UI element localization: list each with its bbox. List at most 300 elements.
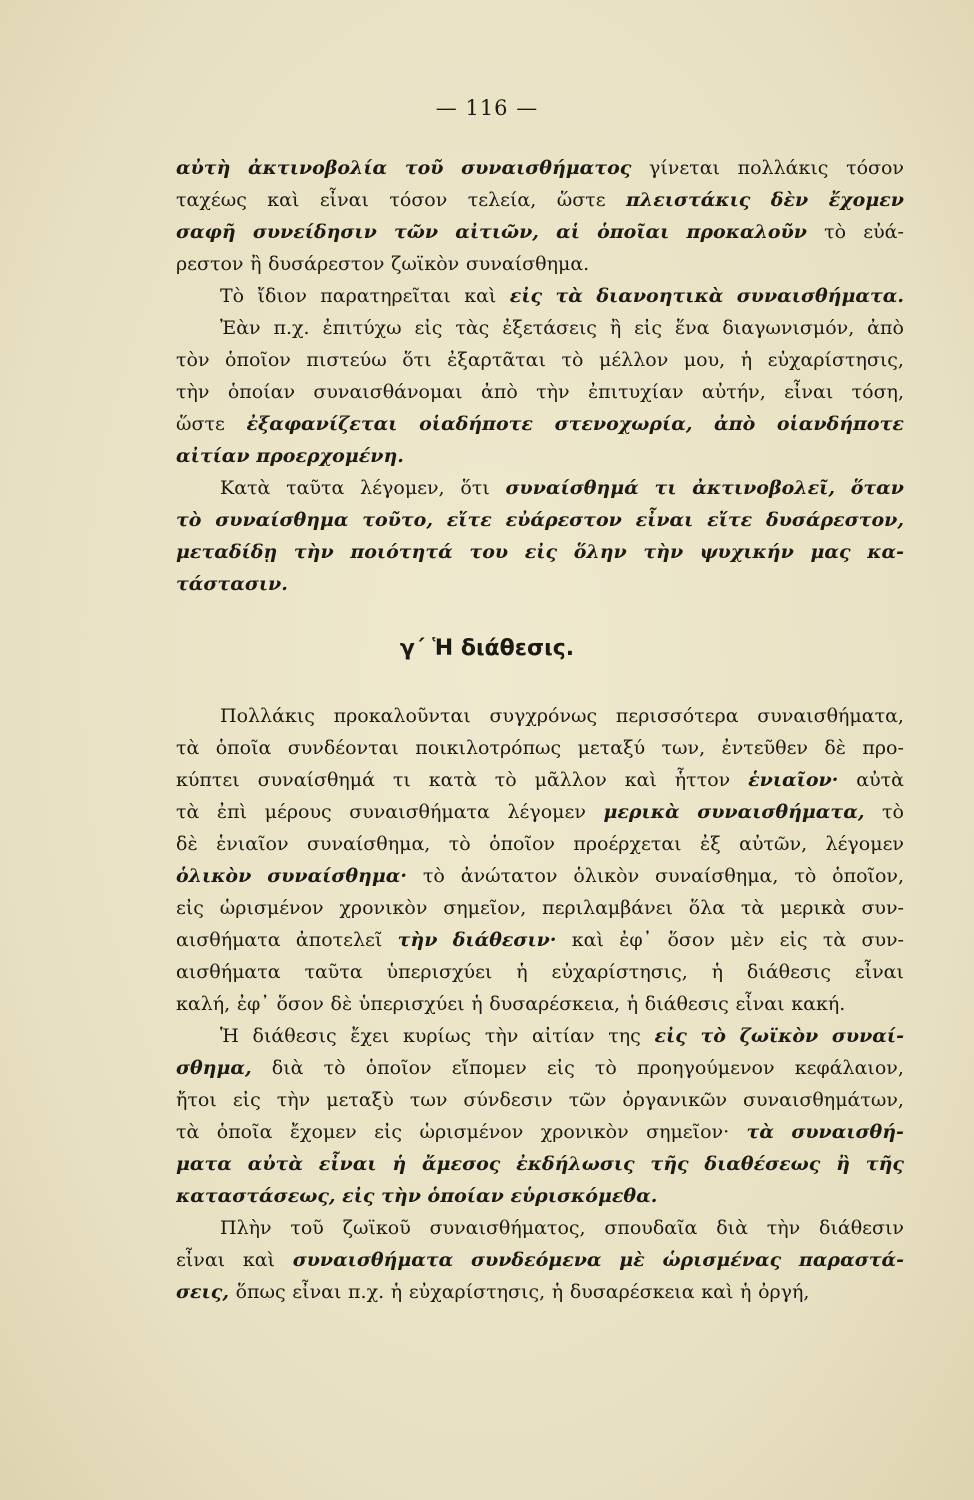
text-line: [176, 216, 904, 248]
text-line: [176, 376, 904, 408]
word: διὰ: [716, 1217, 748, 1239]
word: ὁποῖα: [215, 737, 272, 759]
emphasized-word: τὸ: [176, 509, 202, 531]
emphasized-word: συναισθήματος: [461, 157, 632, 179]
text-line: [176, 1084, 904, 1116]
emphasized-word: συνδεόμενα: [471, 1249, 602, 1271]
word: μερικὰ: [780, 897, 846, 919]
word: σύνδεσιν: [463, 1089, 553, 1111]
word: αἰτίαν: [531, 1025, 595, 1047]
word: πιστεύω: [306, 349, 387, 371]
word: ἡ: [516, 961, 528, 983]
emphasized-word: συναί-: [831, 1025, 904, 1047]
word: της: [608, 1025, 641, 1047]
word: ὁποῖον: [225, 349, 291, 371]
emphasized-word: τοῦτο,: [362, 509, 433, 531]
word: εὐά-: [863, 221, 904, 243]
word: τὴν: [766, 1217, 801, 1239]
word: των: [409, 1089, 448, 1111]
word: ὡρισμένον: [419, 1121, 524, 1143]
emphasized-word: εἰς: [342, 1185, 375, 1207]
word: ζωϊκοῦ: [342, 1217, 411, 1239]
word: ὅσον: [667, 929, 715, 951]
word: ὡρισμένον: [219, 897, 324, 919]
emphasized-word: ὁποίαν: [427, 1185, 504, 1207]
word: τὰ: [176, 801, 200, 823]
word: εἰς: [634, 317, 663, 339]
word: συναισθήματα: [349, 801, 490, 823]
emphasized-word: προερχομένη.: [256, 445, 404, 467]
word: συναισθημάτων,: [743, 1089, 904, 1111]
word: διάθεσις: [644, 993, 729, 1015]
word: τὰ: [822, 929, 847, 951]
word: εὐχαρίστησις,: [767, 349, 904, 371]
word: ἴδιον: [257, 285, 307, 307]
word: ὁποῖα: [216, 1121, 273, 1143]
word: δυσάρεστον: [268, 253, 385, 275]
word: τὸ: [824, 221, 847, 243]
word: μου,: [683, 349, 726, 371]
word: ὀργανικῶν: [622, 1089, 728, 1111]
word: ἡ: [390, 1281, 403, 1303]
word: περισσότερα: [615, 705, 739, 727]
emphasized-word: τῆς: [650, 1153, 689, 1175]
text-line: [176, 344, 904, 376]
word: αισθήματα: [176, 961, 281, 983]
word: ὁποίαν: [227, 381, 296, 403]
emphasized-word: σαφῆ: [176, 221, 236, 243]
word: τόσον: [846, 157, 904, 179]
word: ἧττον: [674, 769, 731, 791]
emphasized-word: ὅλην: [573, 541, 627, 563]
word: συγχρόνως: [489, 705, 598, 727]
word: ἢ: [250, 253, 262, 275]
emphasized-word: ἄμεσος: [421, 1153, 501, 1175]
emphasized-word: τὴν: [293, 541, 334, 563]
word: περιλαμβάνει: [542, 897, 673, 919]
word: σημεῖον·: [646, 1121, 730, 1143]
paragraph-block-top: [176, 152, 904, 600]
word: τὴν: [276, 1089, 311, 1111]
word: παρατηρεῖται: [320, 285, 451, 307]
word: ἐφ᾿: [619, 929, 653, 951]
emphasized-word: ποιότητά: [350, 541, 453, 563]
word: εἶναι: [319, 189, 369, 211]
emphasized-word: τὴν: [397, 929, 438, 951]
emphasized-word: διαθέσεως: [704, 1153, 821, 1175]
word: εἴπομεν: [451, 1057, 527, 1079]
emphasized-word: αὐτὰ: [247, 1153, 303, 1175]
emphasized-word: σθημα,: [176, 1057, 252, 1079]
word: ἐξαρτᾶται: [447, 349, 546, 371]
word: ἕνα: [674, 317, 710, 339]
text-line: [176, 700, 904, 732]
word: τὸ: [323, 1057, 346, 1079]
word: διάθεσις: [252, 1025, 337, 1047]
word: λέγομεν: [825, 833, 904, 855]
word: εἰς: [232, 1089, 261, 1111]
word: γίνεται: [648, 157, 720, 179]
word: αὐτῶν,: [739, 833, 808, 855]
emphasized-word: ἐξαφανίζεται: [246, 413, 398, 435]
word: Πλὴν: [220, 1217, 272, 1239]
word: εὐχαρίστησις,: [408, 1281, 546, 1303]
word: εἰς: [779, 929, 808, 951]
emphasized-word: ἢ: [836, 1153, 850, 1175]
word: Πολλάκις: [220, 705, 315, 727]
text-line: [176, 184, 904, 216]
word: αισθήματα: [176, 929, 281, 951]
emphasized-word: μας: [810, 541, 851, 563]
text-line: [176, 1276, 904, 1308]
word: ἤτοι: [176, 1089, 217, 1111]
emphasized-word: τοῦ: [404, 157, 444, 179]
word: τὰ: [740, 897, 765, 919]
word: δυσαρέσκεια: [569, 1281, 695, 1303]
word: ἐπιτυχίαν: [587, 381, 684, 403]
emphasized-word: ἑνιαῖον·: [748, 769, 839, 791]
word: τὴν: [536, 381, 570, 403]
emphasized-word: δὲν: [770, 189, 809, 211]
text-line: [176, 1212, 904, 1244]
word: ὁλικὸν: [573, 865, 640, 887]
word: καὶ: [624, 769, 657, 791]
emphasized-word: εἶναι: [318, 1153, 377, 1175]
word: ἀνώτατον: [460, 865, 558, 887]
word: δυσαρέσκεια,: [489, 993, 621, 1015]
emphasized-word: πλειστάκις: [625, 189, 751, 211]
emphasized-word: ὅταν: [850, 477, 904, 499]
word: τὸ: [494, 769, 517, 791]
word: καὶ: [701, 1281, 734, 1303]
word: μεταξὺ: [326, 1089, 394, 1111]
word: ἔχομεν: [289, 1121, 357, 1143]
emphasized-word: ὁποῖαι: [597, 221, 670, 243]
word: διαγωνισμόν,: [722, 317, 855, 339]
emphasized-word: εἴτε: [707, 509, 753, 531]
word: τοῦ: [290, 1217, 324, 1239]
word: ἀπὸ: [481, 381, 518, 403]
word: ταχέως: [176, 189, 247, 211]
word: συναίσθημά: [257, 769, 375, 791]
word: τόση,: [851, 381, 904, 403]
emphasized-word: τὰ: [746, 1121, 774, 1143]
word: ἐξ: [700, 833, 721, 855]
emphasized-word: δυσάρεστον,: [766, 509, 904, 531]
word: ἢ: [609, 317, 622, 339]
emphasized-word: εἰς: [654, 1025, 687, 1047]
word: ἡ: [740, 349, 753, 371]
emphasized-word: τῆς: [865, 1153, 904, 1175]
emphasized-word: τὰ: [555, 285, 583, 307]
word: ἡ: [551, 1281, 564, 1303]
emphasized-word: εἰς: [509, 285, 543, 307]
word: ὅπως: [235, 1281, 286, 1303]
text-line: [176, 1244, 904, 1276]
emphasized-word: τὴν: [643, 541, 684, 563]
word: σπουδαῖα: [604, 1217, 698, 1239]
word: συναίσθημα,: [655, 865, 779, 887]
text-line: [176, 1180, 904, 1212]
word: καὶ: [242, 1249, 275, 1271]
word: λέγομεν: [507, 801, 586, 823]
text-line: [176, 828, 904, 860]
word: συνδέονται: [287, 737, 399, 759]
emphasized-word: ματα: [176, 1153, 232, 1175]
word: ἐντεῦθεν: [721, 737, 808, 759]
text-line: [176, 796, 904, 828]
word: μέλλον: [598, 349, 669, 371]
word: δὲ: [176, 833, 198, 855]
word: καὶ: [571, 929, 604, 951]
word: προ-: [862, 737, 904, 759]
word: Κατὰ: [220, 477, 271, 499]
word: ἐπιτύχω: [322, 317, 402, 339]
word: ὅλα: [688, 897, 726, 919]
emphasized-word: ἀπὸ: [714, 413, 756, 435]
word: τὰς: [455, 317, 490, 339]
text-line: [176, 568, 904, 600]
word: λέγομεν,: [360, 477, 445, 499]
word: διάθεσις: [746, 961, 831, 983]
word: ἐφ᾿: [236, 993, 270, 1015]
emphasized-word: συναισθήματα,: [697, 801, 865, 823]
text-line: [176, 1148, 904, 1180]
word: συναίσθημα,: [306, 833, 431, 855]
emphasized-word: ζωϊκὸν: [739, 1025, 819, 1047]
word: συναίσθημα.: [465, 253, 590, 275]
emphasized-word: ἐκδήλωσις: [516, 1153, 635, 1175]
word: εἰς: [546, 1057, 575, 1079]
word: τὰ: [176, 1121, 200, 1143]
word: συν-: [861, 929, 904, 951]
emphasized-word: εἰς: [524, 541, 558, 563]
word: εἶναι: [176, 1249, 226, 1271]
emphasized-word: τι: [654, 477, 677, 499]
emphasized-word: ἡ: [392, 1153, 407, 1175]
emphasized-word: παραστά-: [798, 1249, 904, 1271]
word: Τὸ: [220, 285, 245, 307]
emphasized-word: αἱ: [556, 221, 580, 243]
text-line: [176, 152, 904, 184]
word: τὸ: [882, 801, 904, 823]
word: ἡ: [711, 961, 724, 983]
word: εὐχαρίστησις,: [551, 961, 688, 983]
word: μέρους: [264, 801, 332, 823]
word: ρεστον: [176, 253, 244, 275]
text-line: [176, 764, 904, 796]
word: συναισθάνομαι: [313, 381, 463, 403]
emphasized-word: κα-: [867, 541, 904, 563]
word: δὲ: [330, 993, 353, 1015]
text-line: [176, 312, 904, 344]
emphasized-word: συναίσθημα: [215, 509, 349, 531]
word: αὐτήν,: [701, 381, 766, 403]
word: ἡ: [740, 1281, 752, 1303]
emphasized-word: τὴν: [381, 1185, 421, 1207]
word: κεφάλαιον,: [794, 1057, 904, 1079]
emphasized-word: ψυχικήν: [699, 541, 794, 563]
emphasized-word: ἀκτινοβολεῖ,: [692, 477, 835, 499]
emphasized-word: ὡρισμένας: [662, 1249, 782, 1271]
word: π.χ.: [348, 1281, 385, 1303]
text-line: [176, 536, 904, 568]
emphasized-word: σεις,: [176, 1281, 229, 1303]
word: ἡ: [626, 993, 639, 1015]
word: ἐξετάσεις: [502, 317, 597, 339]
emphasized-word: συνείδησιν: [252, 221, 377, 243]
word: διὰ: [271, 1057, 304, 1079]
word: ὁποῖον: [365, 1057, 432, 1079]
word: κύπτει: [176, 769, 240, 791]
emphasized-word: συναίσθημά: [505, 477, 639, 499]
word: τὸ: [422, 865, 445, 887]
word: ὑπερισχύει: [358, 993, 465, 1015]
word: συναισθήματα,: [757, 705, 904, 727]
emphasized-word: εὐάρεστον: [505, 509, 622, 531]
word: καὶ: [267, 189, 300, 211]
word: διάθεσιν: [819, 1217, 904, 1239]
word: ἔχει: [350, 1025, 390, 1047]
emphasized-word: ἔχομεν: [828, 189, 904, 211]
text-line: [176, 1052, 904, 1084]
emphasized-word: τῶν: [393, 221, 439, 243]
text-line: [176, 1020, 904, 1052]
word: ὥστε: [176, 413, 225, 435]
word: εἶναι: [854, 961, 904, 983]
word: των,: [661, 737, 706, 759]
emphasized-word: μερικὰ: [603, 801, 680, 823]
word: ἐπὶ: [216, 801, 248, 823]
emphasized-word: αὐτὴ: [176, 157, 231, 179]
word: ταῦτα: [286, 477, 345, 499]
word: τὴν: [484, 1025, 519, 1047]
text-line: [176, 440, 904, 472]
word: ὅτι: [460, 477, 490, 499]
text-line: [176, 408, 904, 440]
word: ὅσον: [276, 993, 324, 1015]
emphasized-word: οἱαδήποτε: [419, 413, 533, 435]
emphasized-word: στενοχωρία,: [554, 413, 693, 435]
word: π.χ.: [273, 317, 310, 339]
word: ὁποῖον,: [832, 865, 904, 887]
word: εἰς: [414, 317, 443, 339]
word: ταῦτα: [304, 961, 363, 983]
word: κυρίως: [402, 1025, 472, 1047]
word: ἀποτελεῖ: [295, 929, 383, 951]
emphasized-word: τὸ: [700, 1025, 726, 1047]
word: ὅτι: [402, 349, 432, 371]
word: εἰς: [374, 1121, 403, 1143]
word: ἀπὸ: [867, 317, 904, 339]
emphasized-word: εὑρισκόμεθα.: [510, 1185, 658, 1207]
emphasized-word: προκαλοῦν: [686, 221, 807, 243]
emphasized-word: συναίσθημα·: [267, 865, 408, 887]
emphasized-word: συναισθήματα: [292, 1249, 454, 1271]
emphasized-word: καταστάσεως,: [176, 1185, 336, 1207]
page-number: — 116 —: [435, 96, 539, 120]
word: χρονικὸν: [339, 897, 428, 919]
emphasized-word: ὁλικὸν: [176, 865, 252, 887]
word: τὸ: [448, 833, 471, 855]
word: Ἐὰν: [220, 317, 261, 339]
text-line: [176, 924, 904, 956]
word: ὥστε: [556, 189, 606, 211]
emphasized-word: διάθεσιν·: [452, 929, 557, 951]
emphasized-word: του: [469, 541, 509, 563]
word: κακή.: [791, 993, 846, 1015]
emphasized-word: εἶναι: [635, 509, 694, 531]
word: χρονικὸν: [540, 1121, 629, 1143]
word: μεταξύ: [577, 737, 646, 759]
text-line: [176, 892, 904, 924]
text-line: [176, 860, 904, 892]
word: ποικιλοτρόπως: [415, 737, 562, 759]
emphasized-word: διανοητικὰ: [596, 285, 724, 307]
emphasized-word: τάστασιν.: [176, 573, 288, 595]
text-line: [176, 504, 904, 536]
emphasized-word: συναισθήματα.: [736, 285, 904, 307]
word: ὀργή,: [758, 1281, 810, 1303]
word: τόσον: [389, 189, 448, 211]
word: προηγούμενον: [636, 1057, 775, 1079]
emphasized-word: εἴτε: [446, 509, 492, 531]
text-line: [176, 988, 904, 1020]
emphasized-word: αἰτίαν: [176, 445, 250, 467]
word: προέρχεται: [573, 833, 682, 855]
word: πολλάκις: [737, 157, 829, 179]
word: Ἡ: [220, 1025, 239, 1047]
word: αὐτὰ: [856, 769, 904, 791]
word: τὰ: [176, 737, 200, 759]
text-line: [176, 956, 904, 988]
word: τῶν: [568, 1089, 607, 1111]
word: ἑνιαῖον: [216, 833, 289, 855]
text-line: [176, 472, 904, 504]
emphasized-word: ἀκτινοβολία: [248, 157, 388, 179]
paragraph-block-diathesis: [176, 700, 904, 1308]
word: τι: [392, 769, 411, 791]
word: εἶναι: [784, 381, 834, 403]
word: τὸ: [561, 349, 584, 371]
text-line: [176, 732, 904, 764]
text-line: [176, 1116, 904, 1148]
text-line: [176, 248, 904, 280]
word: συν-: [861, 897, 904, 919]
word: κατὰ: [428, 769, 477, 791]
word: καὶ: [464, 285, 497, 307]
word: τελεία,: [467, 189, 537, 211]
word: καλή,: [176, 993, 231, 1015]
word: τὸ: [794, 865, 817, 887]
word: τὸν: [176, 349, 210, 371]
emphasized-word: μὲ: [619, 1249, 645, 1271]
section-heading: γ΄ Ἡ διάθεσις.: [399, 636, 575, 661]
emphasized-word: συναισθή-: [791, 1121, 904, 1143]
word: μᾶλλον: [534, 769, 607, 791]
emphasized-word: μεταδίδῃ: [176, 541, 278, 563]
word: εἶναι: [292, 1281, 342, 1303]
word: δὲ: [824, 737, 846, 759]
word: ζωϊκὸν: [391, 253, 460, 275]
word: ὁποῖον: [489, 833, 555, 855]
word: σημεῖον,: [443, 897, 527, 919]
emphasized-word: οἱανδήποτε: [776, 413, 904, 435]
word: ὑπερισχύει: [386, 961, 493, 983]
emphasized-word: αἰτιῶν,: [455, 221, 539, 243]
word: μὲν: [730, 929, 765, 951]
text-line: [176, 280, 904, 312]
